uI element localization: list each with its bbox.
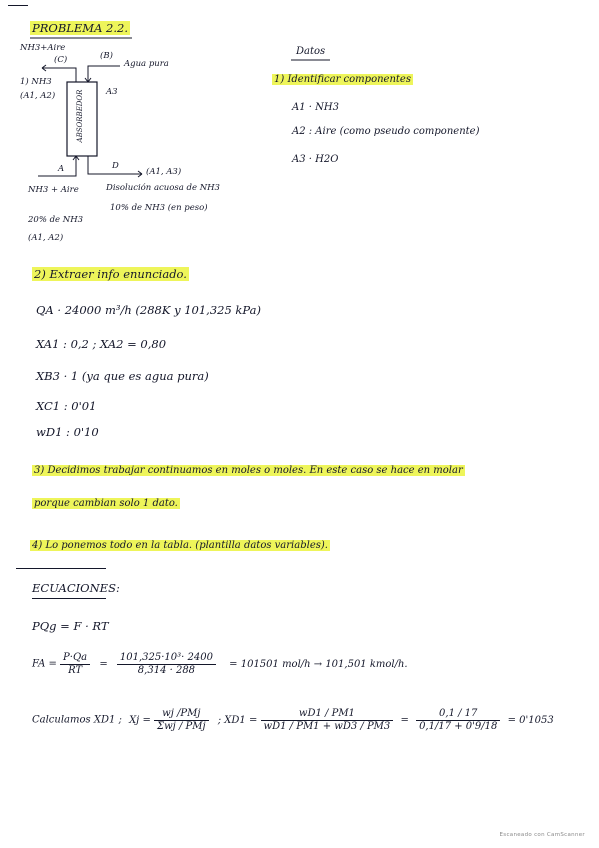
component-a2: A2 : Aire (como pseudo componente): [292, 126, 480, 137]
component-a3: A3 · H2O: [292, 154, 339, 165]
xc-value: XC1 : 0'01: [36, 399, 97, 413]
fa-denominator: RT: [68, 664, 83, 676]
stream-b-desc: Agua pura: [124, 59, 169, 69]
stream-d-components: (A1, A3): [146, 167, 182, 177]
xj-fraction: [154, 708, 209, 732]
fa-equals: =: [99, 658, 108, 670]
a3-label: A3: [106, 87, 118, 97]
xa-values: XA1 : 0,2 ; XA2 = 0,80: [36, 337, 167, 351]
fa-result: = 101501 mol/h → 101,501 kmol/h.: [229, 658, 408, 670]
calc-label: Calculamos XD1 ;: [32, 714, 122, 726]
stream-a-comp2: (A1, A2): [28, 233, 64, 243]
column-label: ABSORBEDOR: [76, 89, 84, 143]
xj-numerator: wj /PMj: [154, 708, 209, 721]
stream-c-side-2: (A1, A2): [20, 91, 56, 101]
stream-c-side-1: 1) NH3: [20, 77, 52, 87]
ecuaciones-heading: ECUACIONES:: [32, 581, 120, 595]
xd-equation: [32, 708, 554, 732]
stream-a-line: [38, 156, 76, 176]
xd-fraction-values: [416, 708, 500, 732]
fa-numerator-values: 101,325·10³· 2400: [117, 652, 216, 665]
fa-lhs: FA =: [32, 658, 57, 670]
stream-d-label: D: [112, 161, 119, 171]
stream-d-desc: Disolución acuosa de NH3: [106, 183, 220, 193]
stream-a-comp1: 20% de NH3: [28, 215, 84, 225]
wd-value: wD1 : 0'10: [36, 425, 99, 439]
stream-b-label: (B): [100, 51, 113, 61]
stream-a-label: A: [58, 164, 65, 174]
xj-denominator: Σwj / PMj: [157, 720, 206, 732]
scanner-watermark: Escaneado con CamScanner: [499, 832, 585, 838]
xd-lhs: ; XD1 =: [217, 714, 258, 726]
fa-numerator: P·Qa: [60, 652, 90, 665]
xj-lhs: Xj =: [129, 714, 151, 726]
step2-heading: 2) Extraer info enunciado.: [34, 267, 187, 281]
stream-c-top-label: NH3+Aire: [20, 43, 66, 53]
step3-line2: porque cambian solo 1 dato.: [34, 498, 178, 509]
ideal-gas-equation: PQg = F · RT: [32, 619, 109, 633]
xd-denominator: wD1 / PM1 + wD3 / PM3: [263, 720, 391, 732]
fa-equation: [32, 652, 408, 676]
component-a1: A1 · NH3: [292, 102, 339, 113]
section-divider: [16, 568, 106, 569]
step3-line1: 3) Decidimos trabajar continuamos en moles o moles. En este caso se hace en molar: [34, 465, 463, 476]
step4-line: 4) Lo ponemos todo en la tabla. (plantilla datos variables).: [32, 540, 328, 551]
stream-a-desc: NH3 + Aire: [28, 185, 79, 195]
step1-heading: 1) Identificar componentes: [274, 74, 411, 85]
fa-denominator-values: 8,314 · 288: [137, 664, 196, 676]
stream-b-line: [88, 66, 120, 82]
xd-result: = 0'1053: [507, 714, 554, 726]
xd-fraction: [261, 708, 394, 732]
qa-value: QA · 24000 m³/h (288K y 101,325 kPa): [36, 303, 261, 317]
fa-fraction: [60, 652, 90, 676]
xb-value: XB3 · 1 (ya que es agua pura): [36, 369, 209, 383]
datos-heading: Datos: [296, 46, 326, 57]
stream-d-desc2: 10% de NH3 (en peso): [110, 203, 208, 213]
xd-numerator-values: 0,1 / 17: [416, 708, 500, 721]
xd-numerator: wD1 / PM1: [261, 708, 394, 721]
xd-equals: =: [400, 714, 409, 726]
ecuaciones-underline: [32, 598, 106, 599]
page-title: PROBLEMA 2.2.: [32, 21, 128, 35]
stream-c-label: (C): [54, 55, 68, 65]
xd-denominator-values: 0,1/17 + 0'9/18: [419, 720, 498, 732]
fa-fraction-values: [117, 652, 216, 676]
